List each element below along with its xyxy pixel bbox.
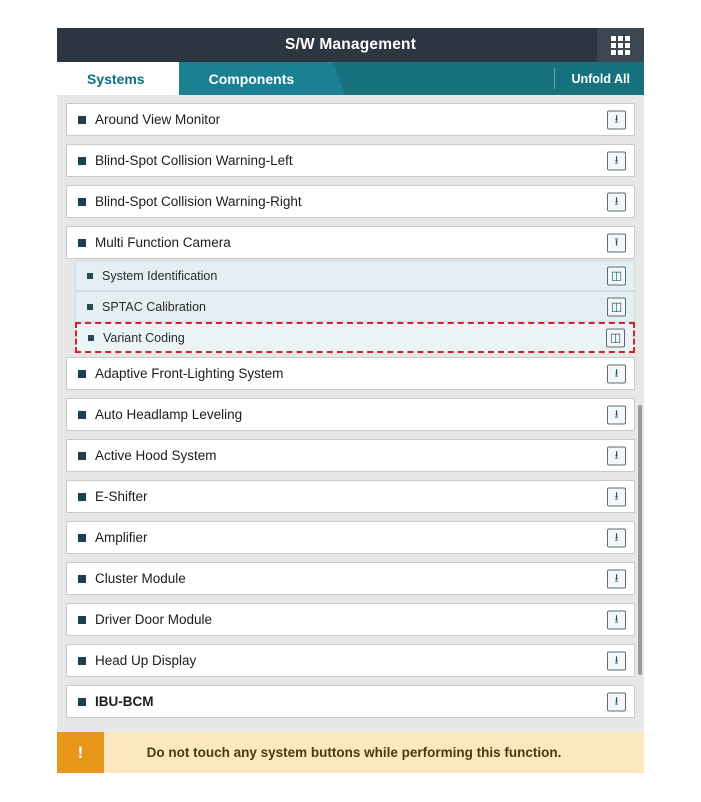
download-icon[interactable]: ⭳ xyxy=(607,405,626,424)
bullet-icon xyxy=(78,116,86,124)
list-item-label: Around View Monitor xyxy=(95,112,221,127)
tab-systems-label: Systems xyxy=(87,70,145,87)
tab-left-edge xyxy=(57,62,73,95)
bullet-icon xyxy=(78,493,86,501)
download-icon[interactable]: ⭳ xyxy=(607,487,626,506)
bullet-icon xyxy=(78,411,86,419)
document-icon[interactable]: ◫ xyxy=(607,297,626,316)
list-item[interactable] xyxy=(66,439,635,472)
download-icon[interactable]: ⭳ xyxy=(607,651,626,670)
list-item-label: Blind-Spot Collision Warning-Left xyxy=(95,153,293,168)
list-item-label: Amplifier xyxy=(95,530,148,545)
list-item-system-identification[interactable] xyxy=(75,260,635,291)
bullet-icon xyxy=(78,616,86,624)
download-icon[interactable]: ⭳ xyxy=(607,110,626,129)
tab-spacer xyxy=(328,62,554,95)
list-item-label: Auto Headlamp Leveling xyxy=(95,407,243,422)
list-item[interactable] xyxy=(66,562,635,595)
list-item[interactable] xyxy=(66,603,635,636)
list-item-label: E-Shifter xyxy=(95,489,148,504)
bullet-icon xyxy=(78,370,86,378)
upload-icon[interactable]: ⭱ xyxy=(607,233,626,252)
tab-systems[interactable] xyxy=(57,62,179,95)
tab-components-label: Components xyxy=(208,70,295,87)
list-item-variant-coding[interactable] xyxy=(75,322,635,353)
unfold-all-label: Unfold All xyxy=(571,71,630,86)
tab-components[interactable] xyxy=(179,62,329,95)
bullet-icon xyxy=(78,157,86,165)
bullet-icon xyxy=(88,335,94,341)
download-icon[interactable]: ⭳ xyxy=(607,610,626,629)
document-icon[interactable]: ◫ xyxy=(607,266,626,285)
list-item-label: System Identification xyxy=(102,268,218,283)
list-item-multi-function-camera[interactable] xyxy=(66,226,635,259)
unfold-all-button[interactable] xyxy=(554,68,644,89)
download-icon[interactable]: ⭳ xyxy=(607,151,626,170)
list-item-label: Multi Function Camera xyxy=(95,235,231,250)
list-item[interactable] xyxy=(66,144,635,177)
title-bar xyxy=(57,28,644,62)
grid-icon xyxy=(611,36,630,55)
list-item-label: Adaptive Front-Lighting System xyxy=(95,366,284,381)
list-item-label: Driver Door Module xyxy=(95,612,213,627)
download-icon[interactable]: ⭳ xyxy=(607,192,626,211)
tab-bar xyxy=(57,62,644,95)
bullet-icon xyxy=(78,575,86,583)
list-item-label: Variant Coding xyxy=(103,330,185,345)
list-item-label: Cluster Module xyxy=(95,571,186,586)
bullet-icon xyxy=(78,657,86,665)
list-item-label: Active Hood System xyxy=(95,448,217,463)
list-item-label: SPTAC Calibration xyxy=(102,299,206,314)
bullet-icon xyxy=(87,304,93,310)
download-icon[interactable]: ⭳ xyxy=(607,446,626,465)
bullet-icon xyxy=(78,534,86,542)
list-item-label: Blind-Spot Collision Warning-Right xyxy=(95,194,302,209)
warning-bar xyxy=(57,732,644,773)
list-item-sptac-calibration[interactable] xyxy=(75,291,635,322)
list-item-label: Head Up Display xyxy=(95,653,197,668)
bullet-icon xyxy=(87,273,93,279)
bullet-icon xyxy=(78,698,86,706)
list-item[interactable] xyxy=(66,398,635,431)
download-icon[interactable]: ⭳ xyxy=(607,528,626,547)
list-item[interactable] xyxy=(66,644,635,677)
system-list xyxy=(57,95,644,732)
grid-menu-button[interactable] xyxy=(597,28,644,62)
list-item-label: IBU-BCM xyxy=(95,694,154,709)
vertical-scrollbar[interactable] xyxy=(638,405,642,675)
warning-message: Do not touch any system buttons while performing this function. xyxy=(146,745,562,760)
bullet-icon xyxy=(78,198,86,206)
list-item[interactable] xyxy=(66,357,635,390)
download-icon[interactable]: ⭳ xyxy=(607,569,626,588)
bullet-icon xyxy=(78,452,86,460)
download-icon[interactable]: ⭳ xyxy=(607,364,626,383)
list-item[interactable] xyxy=(66,103,635,136)
list-item[interactable] xyxy=(66,521,635,554)
list-item[interactable] xyxy=(66,480,635,513)
download-icon[interactable]: ⭳ xyxy=(607,692,626,711)
list-item[interactable] xyxy=(66,185,635,218)
document-icon[interactable]: ◫ xyxy=(606,328,625,347)
page-title: S/W Management xyxy=(284,36,417,53)
list-item[interactable] xyxy=(66,685,635,718)
exclamation-icon: ! xyxy=(57,732,104,773)
bullet-icon xyxy=(78,239,86,247)
sw-management-window xyxy=(57,28,644,773)
